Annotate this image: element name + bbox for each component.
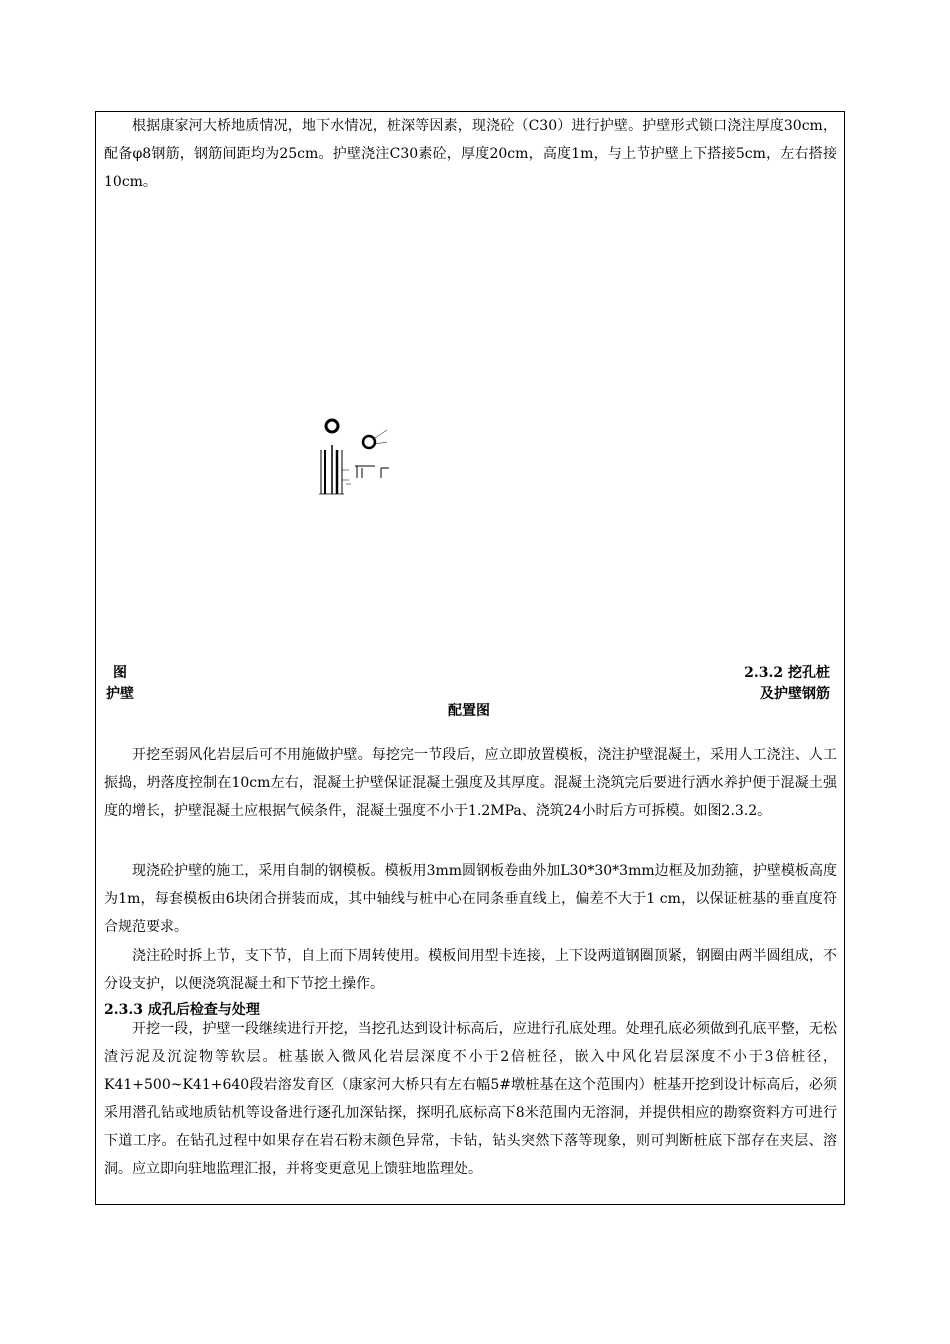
paragraph-excavation: 开挖至弱风化岩层后可不用施做护壁。每挖完一节段后，应立即放置模板，浇注护壁混凝土，采用人工浇注、人工振捣，坍落度控制在10cm左右，混凝土护壁保证混凝土强度及其厚度。混凝土浇筑完后要进行洒水养护便于混凝土强度的增长，护壁混凝土应根据气候条件，混凝土强度不小于1.2MPa、浇筑24小时后方可拆模。如图2.3.2。 [104,747,837,819]
figure-caption-right-2: 及护壁钢筋 [760,686,830,702]
retaining-wall-rebar-figure [315,410,400,500]
figure-caption-left-2: 护壁 [106,686,134,702]
section-heading: 2.3.3 成孔后检查与处理 [104,1002,260,1018]
figure-caption-left-1: 图 [113,665,127,681]
paragraph-formwork: 现浇砼护壁的施工，采用自制的钢模板。模板用3mm圆钢板卷曲外加L30*30*3mm边框及加劲箍，护壁模板高度为1m，每套模板由6块闭合拼装而成，其中轴线与桩中心在同条垂直线上，偏差不大于1 cm，以保证桩基的垂直度符合规范要求。 [104,863,837,935]
figure-caption-center: 配置图 [448,703,490,719]
paragraph-retaining-wall-design: 根据康家河大桥地质情况，地下水情况，桩深等因素，现浇砼（C30）进行护壁。护壁形式锁口浇注厚度30cm，配备φ8钢筋，钢筋间距均为25cm。护壁浇注C30素砼，厚度20cm，高度1m，与上节护壁上下搭接5cm，左右搭接10cm。 [104,118,837,190]
figure-caption-right-1: 2.3.2 挖孔桩 [744,665,830,681]
paragraph-hole-inspection: 开挖一段，护壁一段继续进行开挖，当挖孔达到设计标高后，应进行孔底处理。处理孔底必须做到孔底平整，无松渣污泥及沉淀物等软层。桩基嵌入微风化岩层深度不小于2倍桩径，嵌入中风化岩层深度不小于3倍桩径，K41+500~K41+640段岩溶发育区（康家河大桥只有左右幅5#墩桩基在这个范围内）桩基开挖到设计标高后，必须采用潜孔钻或地质钻机等设备进行逐孔加深钻探，探明孔底标高下8米范围内无溶洞，并提供相应的勘察资料方可进行下道工序。在钻孔过程中如果存在岩石粉末颜色异常，卡钻，钻头突然下落等现象，则可判断桩底下部存在夹层、溶洞。应立即向驻地监理汇报，并将变更意见上馈驻地监理处。 [104,1021,837,1177]
paragraph-pouring: 浇注砼时拆上节，支下节，自上而下周转使用。模板间用型卡连接，上下设两道钢圈顶紧，钢圈由两半圆组成，不分设支护，以便浇筑混凝土和下节挖土操作。 [104,948,837,992]
